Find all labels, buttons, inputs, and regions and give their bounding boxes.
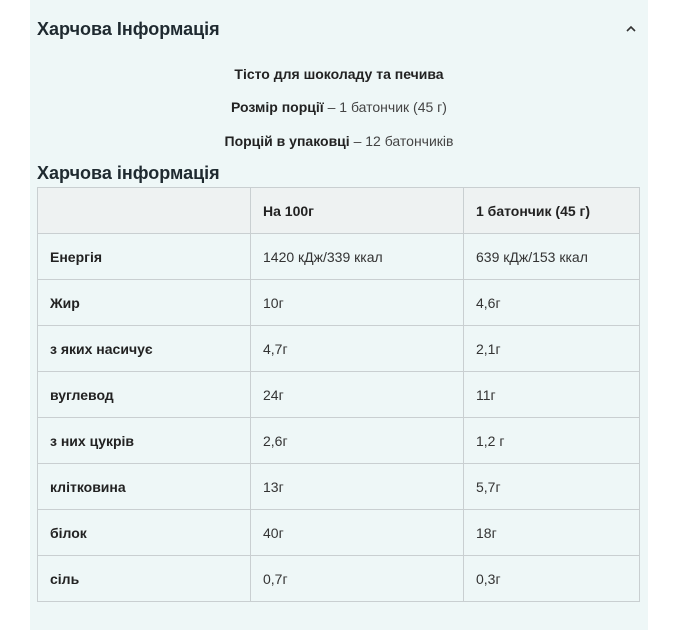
per-serving-value: 639 кДж/153 ккал [464,234,640,280]
nutrient-name: Жир [38,280,251,326]
servings-value: 12 батончиків [365,133,454,149]
servings-label: Порцій в упаковці [224,133,350,149]
table-row [38,510,640,556]
nutrient-name: Енергія [38,234,251,280]
per-serving-value: 5,7г [464,464,640,510]
per-serving-value: 0,3г [464,556,640,602]
product-name-text: Тісто для шоколаду та печива [234,66,444,82]
nutrition-table [37,187,640,602]
table-row [38,372,640,418]
table-row [38,556,640,602]
per-100g-value: 4,7г [251,326,464,372]
column-header [38,188,251,234]
servings-per-pack [30,133,648,149]
per-100g-value: 2,6г [251,418,464,464]
separator: – [323,99,340,115]
nutrient-name: з них цукрів [38,418,251,464]
per-serving-value: 4,6г [464,280,640,326]
chevron-up-icon[interactable] [621,19,641,39]
per-serving-value: 11г [464,372,640,418]
nutrient-name: з яких насичує [38,326,251,372]
table-row [38,280,640,326]
per-serving-value: 2,1г [464,326,640,372]
separator: – [349,133,366,149]
column-header: 1 батончик (45 г) [464,188,640,234]
table-row [38,418,640,464]
table-row [38,234,640,280]
per-serving-value: 18г [464,510,640,556]
serving-size-label: Розмір порції [231,99,324,115]
column-header: На 100г [251,188,464,234]
nutrient-name: клітковина [38,464,251,510]
accordion-header[interactable] [37,14,641,44]
serving-size [30,99,648,115]
nutrient-name: сіль [38,556,251,602]
product-name [30,66,648,82]
accordion-title: Харчова Інформація [37,18,220,39]
table-header-row [38,188,640,234]
table-row [38,464,640,510]
per-100g-value: 0,7г [251,556,464,602]
per-100g-value: 10г [251,280,464,326]
per-100g-value: 1420 кДж/339 ккал [251,234,464,280]
nutrient-name: білок [38,510,251,556]
nutrition-panel [30,0,648,630]
per-100g-value: 13г [251,464,464,510]
section-title: Харчова інформація [37,163,220,183]
per-serving-value: 1,2 г [464,418,640,464]
per-100g-value: 24г [251,372,464,418]
per-100g-value: 40г [251,510,464,556]
serving-size-value: 1 батончик (45 г) [339,99,447,115]
table-row [38,326,640,372]
nutrient-name: вуглевод [38,372,251,418]
